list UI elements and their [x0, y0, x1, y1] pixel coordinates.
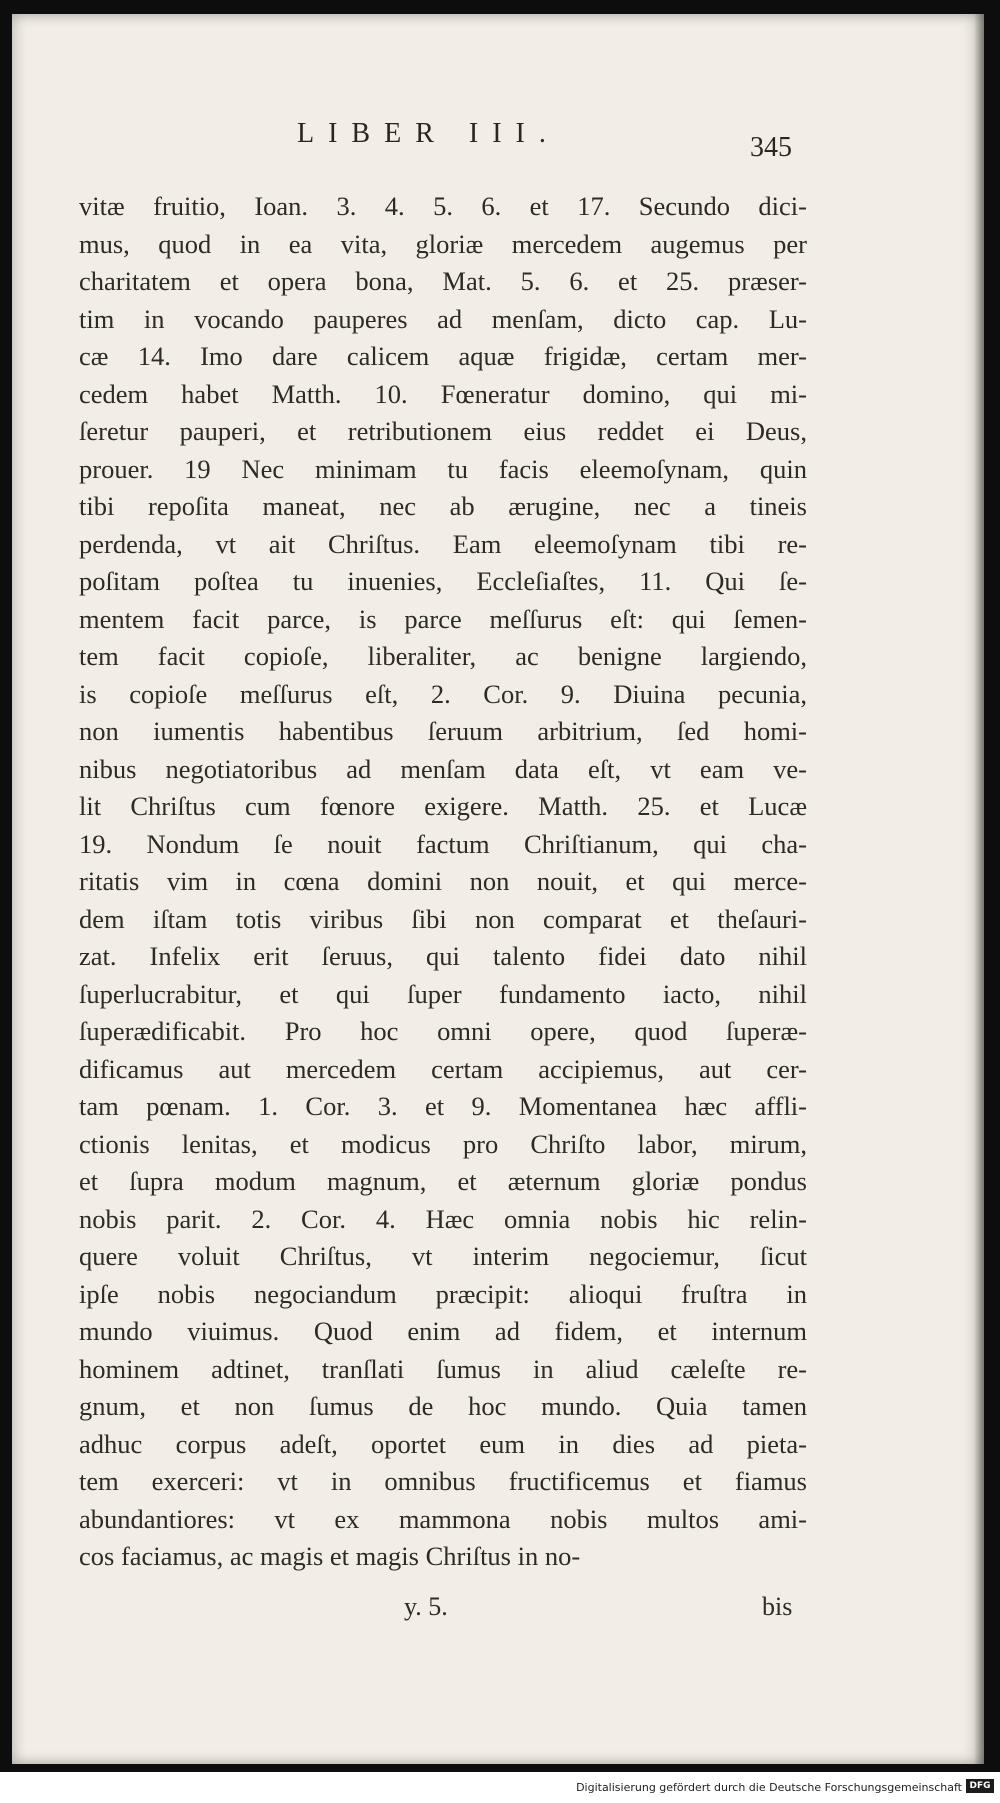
text-line: ſeretur pauperi, et retributionem eius reddet ei Deus, [79, 416, 807, 446]
dfg-logo: DFG [966, 1779, 994, 1793]
footer-bar [0, 1773, 1000, 1803]
text-line: zat. Infelix erit ſeruus, qui talento fidei dato nihil [79, 941, 807, 971]
text-line: non iumentis habentibus ſeruum arbitrium, ſed homi- [79, 716, 807, 746]
text-line: quere voluit Chriſtus, vt interim negociemur, ſicut [79, 1241, 807, 1271]
text-line: charitatem et opera bona, Mat. 5. 6. et 25. præser- [79, 266, 807, 296]
body-text [79, 188, 807, 1576]
text-line: tem facit copioſe, liberaliter, ac benigne largiendo, [79, 641, 807, 671]
funding-credit: Digitalisierung gefördert durch die Deutsche Forschungsgemeinschaft [576, 1781, 962, 1794]
text-line: tim in vocando pauperes ad menſam, dicto cap. Lu- [79, 303, 807, 334]
text-line: vitæ fruitio, Ioan. 3. 4. 5. 6. et 17. Secundo dici- [79, 191, 807, 221]
running-head: LIBER III. [297, 118, 560, 149]
text-line: mus, quod in ea vita, gloriæ mercedem augemus per [79, 228, 807, 259]
text-line: ctionis lenitas, et modicus pro Chriſto labor, mirum, [79, 1128, 807, 1159]
text-line: et ſupra modum magnum, et æternum gloriæ pondus [79, 1166, 807, 1196]
text-line: lit Chriſtus cum fœnore exigere. Matth. 25. et Lucæ [79, 791, 807, 821]
text-line: ſuperædificabit. Pro hoc omni opere, quod ſuperæ- [79, 1016, 807, 1046]
text-line: adhuc corpus adeſt, oportet eum in dies ad pieta- [79, 1428, 807, 1459]
text-line: dificamus aut mercedem certam accipiemus, aut cer- [79, 1053, 807, 1084]
text-line: ſuperlucrabitur, et qui ſuper fundamento iacto, nihil [79, 978, 807, 1009]
text-line: cedem habet Matth. 10. Fœneratur domino, qui mi- [79, 378, 807, 409]
text-line: is copioſe meſſurus eſt, 2. Cor. 9. Diuina pecunia, [79, 678, 807, 709]
text-line: mentem facit parce, is parce meſſurus eſt: qui ſemen- [79, 603, 807, 634]
text-line: abundantiores: vt ex mammona nobis multos ami- [79, 1503, 807, 1534]
page-number: 345 [750, 132, 792, 163]
signature-mark: y. 5. [404, 1592, 448, 1621]
book-page [12, 14, 984, 1764]
text-line: cos faciamus, ac magis et magis Chriſtus in no- [79, 1541, 581, 1571]
text-line: mundo viuimus. Quod enim ad fidem, et internum [79, 1316, 807, 1346]
text-line: tibi repoſita maneat, nec ab ærugine, nec a tineis [79, 491, 807, 521]
text-line: 19. Nondum ſe nouit factum Chriſtianum, qui cha- [79, 828, 807, 859]
text-line: gnum, et non ſumus de hoc mundo. Quia tamen [79, 1391, 807, 1421]
text-line: dem iſtam totis viribus ſibi non comparat et theſauri- [79, 903, 807, 934]
catchword: bis [762, 1592, 793, 1621]
text-line: poſitam poſtea tu inuenies, Eccleſiaſtes, 11. Qui ſe- [79, 566, 807, 596]
text-line: hominem adtinet, tranſlati ſumus in aliud cæleſte re- [79, 1353, 807, 1384]
text-line: tam pœnam. 1. Cor. 3. et 9. Momentanea hæc affli- [79, 1091, 807, 1121]
text-line: prouer. 19 Nec minimam tu facis eleemoſynam, quin [79, 453, 807, 484]
text-line: ipſe nobis negociandum præcipit: alioqui fruſtra in [79, 1278, 807, 1309]
text-line: nibus negotiatoribus ad menſam data eſt, vt eam ve- [79, 753, 807, 784]
text-line: perdenda, vt ait Chriſtus. Eam eleemoſynam tibi re- [79, 528, 807, 559]
text-line: nobis parit. 2. Cor. 4. Hæc omnia nobis hic relin- [79, 1203, 807, 1234]
text-line: cæ 14. Imo dare calicem aquæ frigidæ, certam mer- [79, 341, 807, 371]
text-line: tem exerceri: vt in omnibus fructificemus et fiamus [79, 1466, 807, 1496]
text-line: ritatis vim in cœna domini non nouit, et qui merce- [79, 866, 807, 896]
